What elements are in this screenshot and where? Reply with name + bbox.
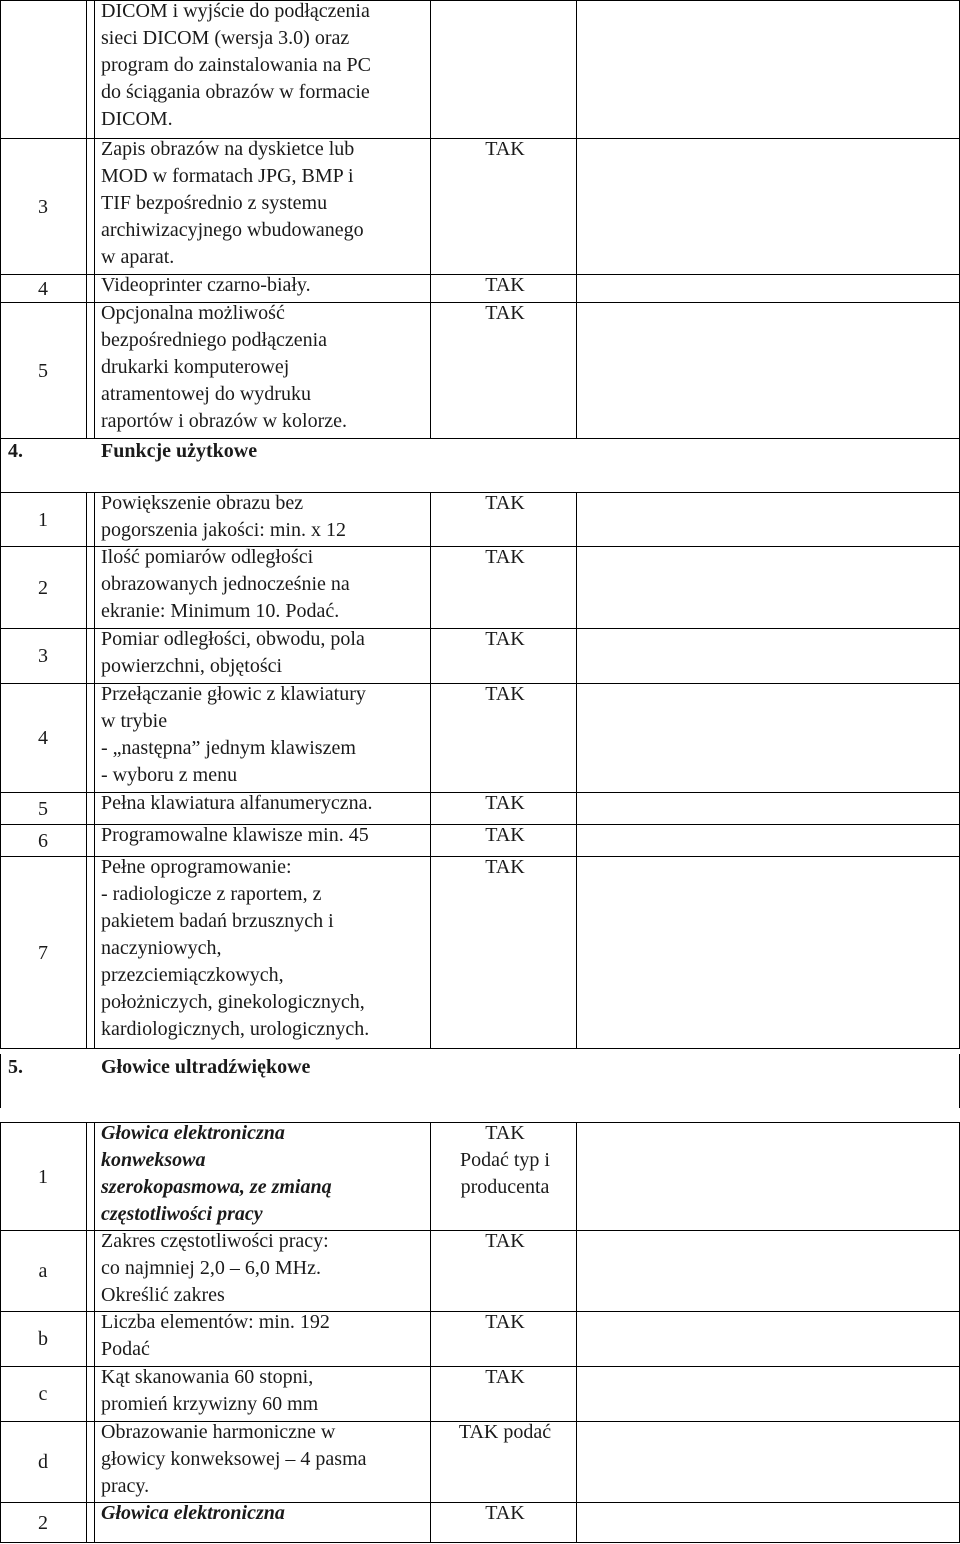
- row-value: [437, 1500, 573, 1527]
- value-line: TAK: [485, 492, 525, 514]
- table-row: [0, 792, 960, 824]
- description-line: naczyniowych,: [101, 937, 222, 959]
- table-row: [0, 274, 960, 302]
- row-value: [437, 490, 573, 517]
- description-line: DICOM.: [101, 108, 173, 130]
- row-number: 6: [38, 829, 48, 852]
- table-row: [0, 1502, 960, 1542]
- description-line: w aparat.: [101, 246, 175, 268]
- description-line: bezpośredniego podłączenia: [101, 329, 328, 351]
- row-number: 3: [38, 195, 48, 218]
- table-rows5: [0, 1122, 960, 1542]
- row-description: [101, 1500, 431, 1527]
- value-line: Podać typ i: [460, 1149, 550, 1171]
- description-line: program do zainstalowania na PC: [101, 54, 371, 76]
- description-line: - „następna” jednym klawiszem: [101, 737, 356, 759]
- description-line: Powiększenie obrazu bez: [101, 492, 304, 514]
- table-row: [0, 138, 960, 274]
- row-description: [101, 1228, 431, 1309]
- table-row: [0, 1230, 960, 1311]
- section-title: Głowice ultradźwiękowe: [101, 1056, 311, 1078]
- table-row: [0, 628, 960, 683]
- row-value: [437, 1309, 573, 1336]
- description-line: szerokopasmowa, ze zmianą: [101, 1176, 332, 1198]
- row-number: 2: [38, 1511, 48, 1534]
- row-description: [101, 1120, 431, 1228]
- row-description: [101, 822, 431, 849]
- description-line: - wyboru z menu: [101, 764, 238, 786]
- description-line: głowicy konweksowej – 4 pasma: [101, 1448, 367, 1470]
- row-description: [101, 1309, 431, 1363]
- description-line: Zakres częstotliwości pracy:: [101, 1230, 329, 1252]
- description-line: TIF bezpośrednio z systemu: [101, 192, 328, 214]
- row-value: [437, 272, 573, 299]
- description-line: do ściągania obrazów w formacie: [101, 81, 370, 103]
- row-value: [437, 1419, 573, 1446]
- description-line: Podać: [101, 1338, 150, 1360]
- value-line: producenta: [460, 1176, 550, 1198]
- section-border-left: [0, 1054, 1, 1108]
- value-line: TAK: [485, 1366, 525, 1388]
- row-value: [437, 822, 573, 849]
- table-row: [0, 1366, 960, 1421]
- row-description: [101, 490, 431, 544]
- description-line: Liczba elementów: min. 192: [101, 1311, 330, 1333]
- value-line: TAK: [485, 856, 525, 878]
- table-bottom-border: [0, 1048, 960, 1049]
- description-line: archiwizacyjnego wbudowanego: [101, 219, 364, 241]
- row-number: b: [38, 1328, 48, 1350]
- section-number: 5.: [8, 1056, 23, 1078]
- description-line: co najmniej 2,0 – 6,0 MHz.: [101, 1257, 321, 1279]
- row-number: 2: [38, 576, 48, 599]
- row-description: [101, 0, 431, 133]
- description-line: promień krzywizny 60 mm: [101, 1393, 319, 1415]
- value-line: TAK: [485, 302, 525, 324]
- description-line: częstotliwości pracy: [101, 1203, 263, 1225]
- description-line: Pełne oprogramowanie:: [101, 856, 292, 878]
- table-row: [0, 856, 960, 1048]
- value-line: TAK: [485, 274, 525, 296]
- row-number: d: [38, 1451, 48, 1473]
- description-line: pogorszenia jakości: min. x 12: [101, 519, 346, 541]
- table-row: [0, 1421, 960, 1502]
- section-border-left: [0, 438, 1, 492]
- table-row: [0, 546, 960, 628]
- table-row: [0, 1122, 960, 1230]
- section-header: [0, 438, 960, 492]
- row-description: [101, 790, 431, 817]
- description-line: pracy.: [101, 1475, 150, 1497]
- description-line: drukarki komputerowej: [101, 356, 290, 378]
- description-line: atramentowej do wydruku: [101, 383, 311, 405]
- description-line: Pomiar odległości, obwodu, pola: [101, 628, 365, 650]
- row-value: [437, 544, 573, 571]
- description-line: DICOM i wyjście do podłączenia: [101, 0, 370, 22]
- description-line: powierzchni, objętości: [101, 655, 283, 677]
- row-description: [101, 1419, 431, 1500]
- row-value: [437, 1228, 573, 1255]
- value-line: TAK: [485, 1311, 525, 1333]
- row-number: 4: [38, 727, 48, 749]
- row-number: a: [38, 1260, 48, 1282]
- description-line: Obrazowanie harmoniczne w: [101, 1421, 336, 1443]
- row-description: [101, 300, 431, 435]
- row-number: 7: [38, 941, 48, 964]
- row-value: [437, 1120, 573, 1201]
- section-header: [0, 1054, 960, 1108]
- row-description: [101, 626, 431, 680]
- description-line: Videoprinter czarno-biały.: [101, 274, 311, 296]
- table-row: [0, 1311, 960, 1366]
- description-line: Kąt skanowania 60 stopni,: [101, 1366, 314, 1388]
- table-row: [0, 824, 960, 856]
- description-line: konweksowa: [101, 1149, 206, 1171]
- table-row: [0, 0, 960, 138]
- description-line: Ilość pomiarów odległości: [101, 546, 314, 568]
- table-bottom-border: [0, 1542, 960, 1543]
- description-line: Zapis obrazów na dyskietce lub: [101, 138, 355, 160]
- description-line: przezciemiączkowych,: [101, 964, 284, 986]
- value-line: TAK: [485, 1230, 525, 1252]
- value-line: TAK: [485, 1122, 525, 1144]
- value-line: TAK: [485, 138, 525, 160]
- row-number: 4: [38, 277, 48, 300]
- row-number: 1: [38, 508, 48, 531]
- row-description: [101, 136, 431, 271]
- row-description: [101, 272, 431, 299]
- row-value: [437, 136, 573, 163]
- description-line: Opcjonalna możliwość: [101, 302, 285, 324]
- description-line: Przełączanie głowic z klawiatury: [101, 683, 366, 705]
- description-line: ekranie: Minimum 10. Podać.: [101, 600, 340, 622]
- row-value: [437, 300, 573, 327]
- description-line: Programowalne klawisze min. 45: [101, 824, 369, 846]
- value-line: TAK: [485, 546, 525, 568]
- row-description: [101, 544, 431, 625]
- description-line: - radiologicze z raportem, z: [101, 883, 322, 905]
- value-line: TAK: [485, 683, 525, 705]
- row-description: [101, 854, 431, 1043]
- row-description: [101, 681, 431, 789]
- row-value: [437, 1364, 573, 1391]
- description-line: obrazowanych jednocześnie na: [101, 573, 350, 595]
- row-value: [437, 854, 573, 881]
- table-row: [0, 302, 960, 438]
- section-number: 4.: [8, 440, 23, 462]
- description-line: kardiologicznych, urologicznych.: [101, 1018, 370, 1040]
- value-line: TAK podać: [458, 1421, 552, 1443]
- row-number: 3: [38, 645, 48, 667]
- row-description: [101, 1364, 431, 1418]
- table-rows4: [0, 492, 960, 1048]
- description-line: Określić zakres: [101, 1284, 225, 1306]
- table-row: [0, 492, 960, 546]
- description-line: Głowica elektroniczna: [101, 1502, 285, 1524]
- row-number: 5: [38, 797, 48, 820]
- description-line: Głowica elektroniczna: [101, 1122, 285, 1144]
- value-line: TAK: [485, 824, 525, 846]
- description-line: w trybie: [101, 710, 168, 732]
- row-number: 1: [38, 1165, 48, 1188]
- description-line: Pełna klawiatura alfanumeryczna.: [101, 792, 373, 814]
- value-line: TAK: [485, 792, 525, 814]
- description-line: raportów i obrazów w kolorze.: [101, 410, 348, 432]
- row-value: [437, 626, 573, 653]
- value-line: TAK: [485, 628, 525, 650]
- row-value: [437, 681, 573, 708]
- description-line: położniczych, ginekologicznych,: [101, 991, 365, 1013]
- description-line: pakietem badań brzusznych i: [101, 910, 334, 932]
- section-title: Funkcje użytkowe: [101, 440, 258, 462]
- value-line: TAK: [485, 1502, 525, 1524]
- description-line: sieci DICOM (wersja 3.0) oraz: [101, 27, 350, 49]
- table-row: [0, 683, 960, 792]
- table-rows: [0, 0, 960, 438]
- description-line: MOD w formatach JPG, BMP i: [101, 165, 354, 187]
- row-number: 5: [38, 359, 48, 382]
- row-number: c: [38, 1383, 48, 1405]
- row-value: [437, 790, 573, 817]
